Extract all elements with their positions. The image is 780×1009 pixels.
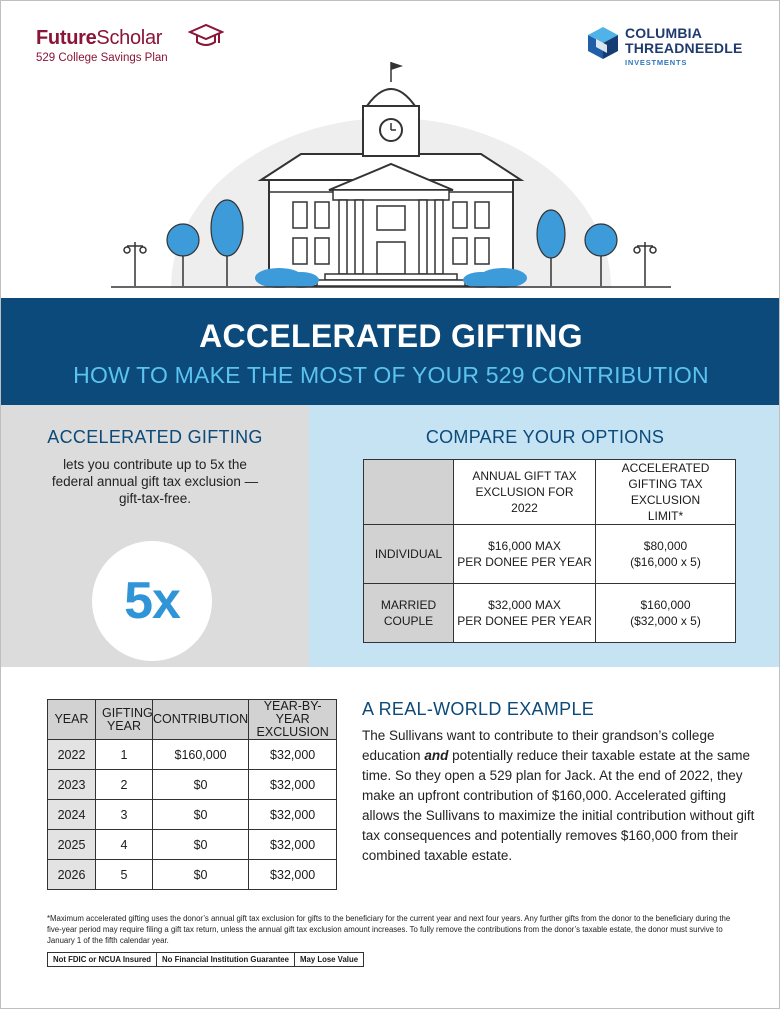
ct-line2: THREADNEEDLE	[625, 40, 743, 56]
compare-blank-cell	[364, 460, 454, 525]
accelerated-gifting-panel	[1, 405, 309, 667]
example-emphasis: and	[424, 748, 449, 763]
disclaimer-box	[47, 952, 364, 967]
cell-contribution: $0	[153, 770, 249, 800]
cell-annual-married	[454, 584, 596, 643]
cell-contribution: $160,000	[153, 740, 249, 770]
cell-annual-individual	[454, 525, 596, 584]
brand-future: Future	[36, 27, 97, 49]
example-title: A REAL-WORLD EXAMPLE	[362, 699, 595, 719]
col-contribution: CONTRIBUTION	[153, 700, 249, 740]
compare-row-individual	[364, 525, 736, 584]
cell-gifting-year: 3	[96, 800, 153, 830]
disclaimer-fdic: Not FDIC or NCUA Insured	[48, 953, 157, 966]
cell-text: COUPLE	[383, 614, 434, 628]
gifting-years-table	[47, 699, 337, 890]
compare-col-accelerated	[596, 460, 736, 525]
table-row	[48, 800, 337, 830]
cell-year: 2023	[48, 770, 96, 800]
page-subtitle: HOW TO MAKE THE MOST OF YOUR 529 CONTRIBUTION	[73, 362, 709, 388]
row-label-individual: INDIVIDUAL	[364, 525, 454, 584]
col-gifting-year	[96, 700, 153, 740]
cell-year: 2025	[48, 830, 96, 860]
five-x-badge	[92, 541, 212, 661]
col-gifting-year-label: GIFTING YEAR	[102, 705, 153, 733]
col-exclusion	[249, 700, 337, 740]
cell-text: $160,000	[640, 598, 691, 612]
five-x-text: 5x	[124, 572, 180, 630]
cell-text: MARRIED	[380, 598, 437, 612]
cell-gifting-year: 1	[96, 740, 153, 770]
cell-text: PER DONEE PER YEAR	[457, 614, 592, 628]
table-row	[48, 860, 337, 890]
compare-table	[363, 459, 736, 643]
panel-description: lets you contribute up to 5x the federal annual gift tax exclusion — gift-tax-free.	[51, 457, 259, 506]
brand-name	[36, 27, 168, 50]
cell-gifting-year: 5	[96, 860, 153, 890]
compare-options-panel	[309, 405, 780, 667]
cell-text: $80,000	[643, 539, 688, 553]
cell-accel-married	[596, 584, 736, 643]
col-accelerated-label: ACCELERATED GIFTING TAX EXCLUSION LIMIT*	[621, 461, 710, 523]
disclaimer-guarantee: No Financial Institution Guarantee	[157, 953, 295, 966]
cell-text: $32,000 MAX	[488, 598, 561, 612]
graduation-cap-icon	[188, 23, 224, 49]
col-year: YEAR	[48, 700, 96, 740]
col-annual-label: ANNUAL GIFT TAX EXCLUSION FOR 2022	[472, 469, 577, 515]
compare-header-row	[364, 460, 736, 525]
disclaimer-value: May Lose Value	[299, 955, 359, 964]
col-exclusion-label: YEAR-BY-YEAR EXCLUSION	[256, 699, 329, 739]
table-row	[48, 830, 337, 860]
ct-cube-icon	[587, 26, 619, 60]
compare-row-married	[364, 584, 736, 643]
compare-title: COMPARE YOUR OPTIONS	[425, 427, 665, 447]
brand-subtitle: 529 College Savings Plan	[36, 52, 168, 64]
ct-line3: INVESTMENTS	[625, 58, 688, 67]
cell-exclusion: $32,000	[249, 830, 337, 860]
table-row	[48, 770, 337, 800]
cell-text: ($16,000 x 5)	[630, 555, 701, 569]
brand-scholar: Scholar	[96, 27, 163, 49]
example-body	[362, 726, 757, 866]
page-title: ACCELERATED GIFTING	[199, 318, 583, 354]
footnote: *Maximum accelerated gifting uses the donor’s annual gift tax exclusion for gifts to the beneficiary for the current year and next four years. Any further gifts from the donor to the beneficiary during the five-year period may require filing a gift tax return, unless the annual gift tax exclusion amount increases. To fully remove the contributions from the donor’s taxable estate, the donor must survive to January 1 of the fifth calendar year.	[47, 914, 731, 945]
example-text: The Sullivans want to contribute to their grandson’s college education	[362, 728, 715, 763]
real-world-example	[362, 699, 757, 866]
cell-year: 2022	[48, 740, 96, 770]
cell-contribution: $0	[153, 800, 249, 830]
cell-contribution: $0	[153, 860, 249, 890]
years-header-row	[48, 700, 337, 740]
cell-year: 2024	[48, 800, 96, 830]
panel-title: ACCELERATED GIFTING	[47, 427, 263, 447]
cell-text: $16,000 MAX	[488, 539, 561, 553]
cell-text: PER DONEE PER YEAR	[457, 555, 592, 569]
title-banner	[1, 298, 780, 405]
example-text: potentially reduce their taxable estate at the same time. So they open a 529 plan for Jack. At the end of 2022, they make an upfront contribution of $160,000. Accelerated gifting allows the Sullivans to maximize the initial contribution without gift tax consequences and potentially removes $160,000 from their combined taxable estate.	[362, 748, 755, 863]
cell-year: 2026	[48, 860, 96, 890]
cell-exclusion: $32,000	[249, 860, 337, 890]
table-row	[48, 740, 337, 770]
schoolhouse-illustration	[111, 56, 671, 296]
cell-exclusion: $32,000	[249, 800, 337, 830]
row-label-married	[364, 584, 454, 643]
ct-line1: COLUMBIA	[625, 25, 703, 41]
cell-gifting-year: 4	[96, 830, 153, 860]
compare-col-annual	[454, 460, 596, 525]
cell-accel-individual	[596, 525, 736, 584]
cell-gifting-year: 2	[96, 770, 153, 800]
cell-text: ($32,000 x 5)	[630, 614, 701, 628]
cell-exclusion: $32,000	[249, 740, 337, 770]
cell-contribution: $0	[153, 830, 249, 860]
cell-exclusion: $32,000	[249, 770, 337, 800]
